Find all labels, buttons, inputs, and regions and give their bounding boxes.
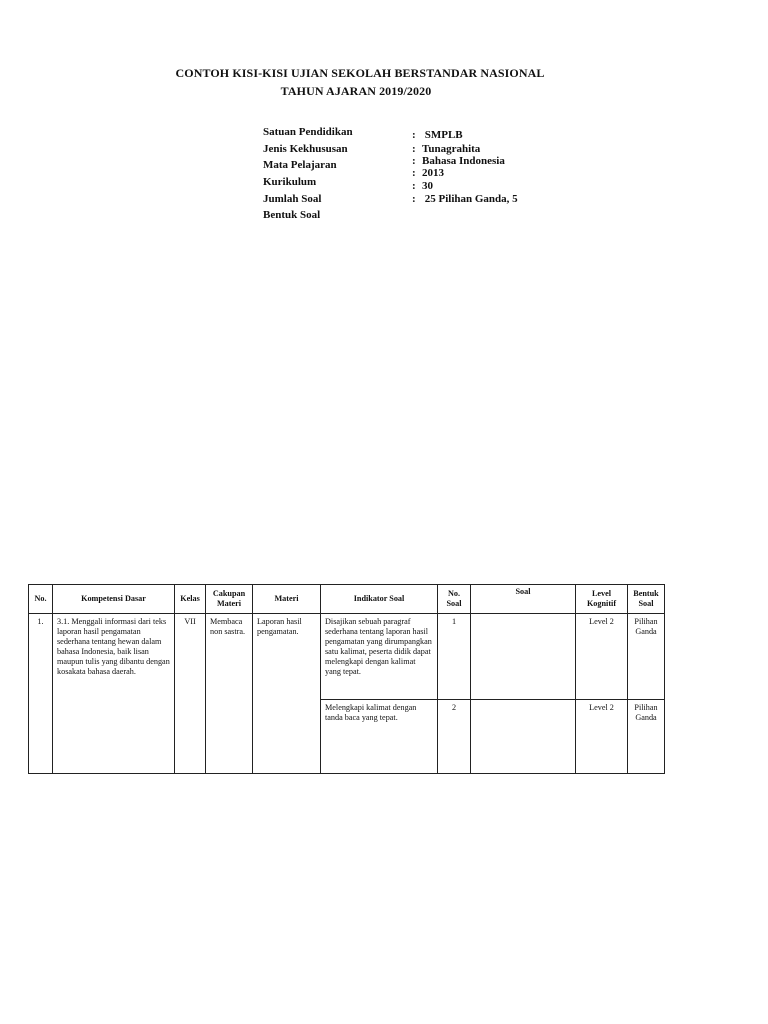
cell-soal [471, 614, 576, 700]
cell-no-soal: 2 [438, 700, 471, 774]
header-bentuk-soal: Bentuk Soal [628, 585, 665, 614]
cell-bentuk: Pilihan Ganda [628, 700, 665, 774]
cell-soal [471, 700, 576, 774]
info-value-bentuk-soal: : 25 Pilihan Ganda, 5 [412, 193, 518, 205]
cell-cakupan-materi: Membaca non sastra. [206, 614, 253, 774]
table-row [29, 614, 665, 700]
header-indikator-soal: Indikator Soal [321, 585, 438, 614]
cell-bentuk: Pilihan Ganda [628, 614, 665, 700]
header-no-soal: No. Soal [438, 585, 471, 614]
info-label-satuan: Satuan Pendidikan [263, 126, 353, 138]
info-value-jenis: : Tunagrahita [412, 143, 481, 155]
cell-no-soal: 1 [438, 614, 471, 700]
cell-level: Level 2 [576, 700, 628, 774]
cell-indikator: Disajikan sebuah paragraf sederhana tentang laporan hasil pengamatan yang dirumpangkan satu kalimat, peserta didik dapat melengkapi dengan kalimat yang tepat. [321, 614, 438, 700]
header-kompetensi-dasar: Kompetensi Dasar [53, 585, 175, 614]
info-label-bentuk: Bentuk Soal [263, 209, 321, 221]
info-value-mapel: : Bahasa Indonesia [412, 155, 505, 167]
kisi-kisi-table [28, 584, 665, 774]
info-label-jumlah: Jumlah Soal [263, 193, 322, 205]
cell-indikator: Melengkapi kalimat dengan tanda baca yang tepat. [321, 700, 438, 774]
info-value-jumlah: : 30 [412, 180, 433, 192]
cell-kelas: VII [175, 614, 206, 774]
header-cakupan-materi: Cakupan Materi [206, 585, 253, 614]
cell-kompetensi-dasar: 3.1. Menggali informasi dari teks laporan hasil pengamatan sederhana tentang hewan dalam bahasa Indonesia, baik lisan maupun tulis yang dibantu dengan kosakata bahasa daerah. [53, 614, 175, 774]
info-value-satuan: : SMPLB [412, 129, 463, 141]
header-no: No. [29, 585, 53, 614]
header-kelas: Kelas [175, 585, 206, 614]
cell-no: 1. [29, 614, 53, 774]
header-soal: Soal [471, 585, 576, 614]
info-value-kurikulum: : 2013 [412, 167, 444, 179]
header-level-kognitif: Level Kognitif [576, 585, 628, 614]
header-materi: Materi [253, 585, 321, 614]
info-label-mapel: Mata Pelajaran [263, 159, 337, 171]
document-title: CONTOH KISI-KISI UJIAN SEKOLAH BERSTANDAR NASIONAL [175, 66, 545, 80]
info-label-jenis: Jenis Kekhususan [263, 143, 348, 155]
table-header-row [29, 585, 665, 614]
document-subtitle: TAHUN AJARAN 2019/2020 [280, 84, 432, 98]
cell-level: Level 2 [576, 614, 628, 700]
cell-materi: Laporan hasil pengamatan. [253, 614, 321, 774]
info-label-kurikulum: Kurikulum [263, 176, 317, 188]
